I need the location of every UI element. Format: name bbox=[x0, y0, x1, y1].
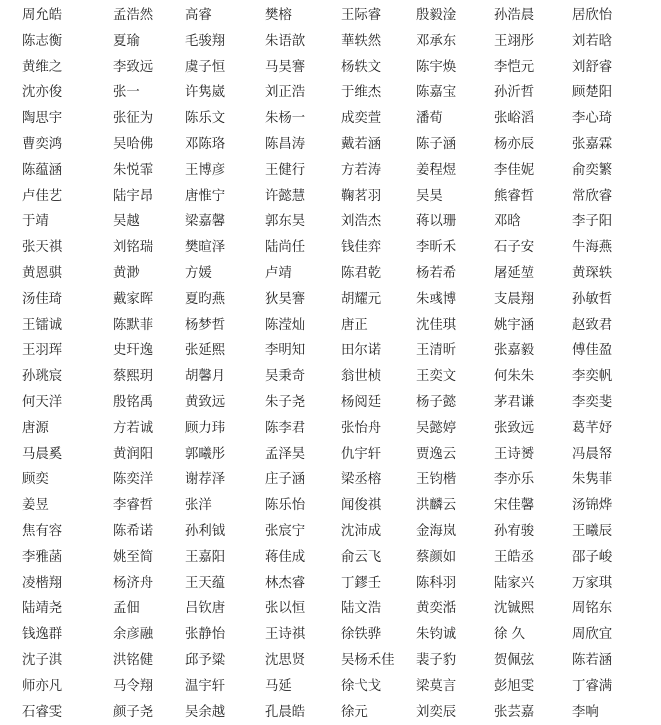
name-cell: 毛骏翔 bbox=[185, 33, 226, 49]
name-cell: 徐元 bbox=[341, 704, 368, 720]
name-cell: 丁鏐壬 bbox=[341, 575, 382, 591]
name-cell: 周允皓 bbox=[22, 8, 63, 23]
name-cell: 陆尚任 bbox=[265, 240, 306, 256]
name-cell: 華轶然 bbox=[341, 33, 382, 49]
name-cell: 常欣睿 bbox=[572, 188, 613, 204]
name-cell: 牛海燕 bbox=[572, 240, 613, 256]
name-cell: 杨亦辰 bbox=[494, 136, 535, 152]
name-cell: 师亦凡 bbox=[22, 678, 63, 694]
name-cell: 陈宇焕 bbox=[416, 59, 457, 75]
name-row bbox=[0, 442, 661, 468]
name-row bbox=[0, 467, 661, 493]
name-cell: 陈若涵 bbox=[572, 652, 613, 668]
name-cell: 虞子恒 bbox=[185, 59, 226, 75]
name-cell: 庄子涵 bbox=[265, 472, 306, 488]
name-row bbox=[0, 158, 661, 184]
name-cell: 朱杨一 bbox=[265, 111, 306, 127]
name-cell: 孙珧宸 bbox=[22, 369, 63, 385]
name-cell: 孙利钺 bbox=[185, 523, 226, 539]
name-cell: 熊睿哲 bbox=[494, 188, 535, 204]
name-cell: 顾力玮 bbox=[185, 420, 226, 436]
name-cell: 于靖 bbox=[22, 214, 49, 230]
name-cell: 沈亦俊 bbox=[22, 85, 63, 101]
name-cell: 王羽珲 bbox=[22, 343, 63, 359]
name-cell: 戴若涵 bbox=[341, 136, 382, 152]
name-cell: 田尔诺 bbox=[341, 343, 382, 359]
name-cell: 李明知 bbox=[265, 343, 306, 359]
name-cell: 陈默菲 bbox=[113, 317, 154, 333]
name-cell: 陈子涵 bbox=[416, 136, 457, 152]
name-cell: 陆宇昂 bbox=[113, 188, 154, 204]
name-cell: 张一 bbox=[113, 85, 140, 101]
name-cell: 卢靖 bbox=[265, 265, 292, 281]
name-cell: 孟佃 bbox=[113, 601, 140, 617]
name-row bbox=[0, 55, 661, 81]
name-cell: 邵子峻 bbox=[572, 549, 613, 565]
name-cell: 王博彦 bbox=[185, 162, 226, 178]
name-cell: 裴子豹 bbox=[416, 652, 457, 668]
name-cell: 丁睿满 bbox=[572, 678, 613, 694]
name-cell: 许隽崴 bbox=[185, 85, 226, 101]
name-cell: 杨梦哲 bbox=[185, 317, 226, 333]
name-row bbox=[0, 622, 661, 648]
name-cell: 曹奕鸿 bbox=[22, 136, 63, 152]
name-cell: 马令翔 bbox=[113, 678, 154, 694]
name-cell: 孟浩然 bbox=[113, 8, 154, 23]
name-cell: 顾楚阳 bbox=[572, 85, 613, 101]
name-row bbox=[0, 184, 661, 210]
name-cell: 刘若晗 bbox=[572, 33, 613, 49]
name-cell: 周铭东 bbox=[572, 601, 613, 617]
name-cell: 陆靖尧 bbox=[22, 601, 63, 617]
name-cell: 王天蕴 bbox=[185, 575, 226, 591]
name-row bbox=[0, 364, 661, 390]
name-cell: 孙沂哲 bbox=[494, 85, 535, 101]
name-cell: 朱子尧 bbox=[265, 394, 306, 410]
name-cell: 黄维之 bbox=[22, 59, 63, 75]
name-cell: 金海岚 bbox=[416, 523, 457, 539]
name-cell: 翁世桢 bbox=[341, 369, 382, 385]
name-cell: 邓承东 bbox=[416, 33, 457, 49]
name-cell: 杨若希 bbox=[416, 265, 457, 281]
name-cell: 闻俊祺 bbox=[341, 498, 382, 514]
name-cell: 王皓丞 bbox=[494, 549, 535, 565]
name-cell: 王嘉阳 bbox=[185, 549, 226, 565]
name-cell: 陈希诺 bbox=[113, 523, 154, 539]
name-cell: 张嘉霖 bbox=[572, 136, 613, 152]
name-cell: 沈子淇 bbox=[22, 652, 63, 668]
name-cell: 刘正浩 bbox=[265, 85, 306, 101]
name-cell: 鞠茗羽 bbox=[341, 188, 382, 204]
name-cell: 彭旭雯 bbox=[494, 678, 535, 694]
name-cell: 何朱朱 bbox=[494, 369, 535, 385]
name-cell: 李子阳 bbox=[572, 214, 613, 230]
name-row bbox=[0, 209, 661, 235]
name-cell: 沈铖熙 bbox=[494, 601, 535, 617]
name-cell: 方若诚 bbox=[113, 420, 154, 436]
name-cell: 潘荀 bbox=[416, 111, 443, 127]
name-cell: 杨阅廷 bbox=[341, 394, 382, 410]
name-cell: 张洋 bbox=[185, 498, 212, 514]
name-cell: 王翊彤 bbox=[494, 33, 535, 49]
name-cell: 李致远 bbox=[113, 59, 154, 75]
name-cell: 黄致远 bbox=[185, 394, 226, 410]
name-cell: 王曦辰 bbox=[572, 523, 613, 539]
name-cell: 郭东昊 bbox=[265, 214, 306, 230]
name-row bbox=[0, 596, 661, 622]
name-row bbox=[0, 648, 661, 674]
name-cell: 陈科羽 bbox=[416, 575, 457, 591]
name-cell: 梁丞榕 bbox=[341, 472, 382, 488]
name-row bbox=[0, 700, 661, 725]
name-cell: 张以恒 bbox=[265, 601, 306, 617]
name-cell: 屠延堃 bbox=[494, 265, 535, 281]
name-cell: 方媛 bbox=[185, 265, 212, 281]
name-cell: 陈君乾 bbox=[341, 265, 382, 281]
name-cell: 余彦融 bbox=[113, 627, 154, 643]
name-cell: 徐弋戈 bbox=[341, 678, 382, 694]
name-row bbox=[0, 3, 661, 29]
name-cell: 张天祺 bbox=[22, 240, 63, 256]
name-cell: 杨济舟 bbox=[113, 575, 154, 591]
name-cell: 李奕斐 bbox=[572, 394, 613, 410]
name-cell: 李睿哲 bbox=[113, 498, 154, 514]
name-cell: 吴杨禾佳 bbox=[341, 652, 395, 668]
name-cell: 陈乐文 bbox=[185, 111, 226, 127]
name-cell: 姜昱 bbox=[22, 498, 49, 514]
name-cell: 梁莫言 bbox=[416, 678, 457, 694]
name-cell: 邓晗 bbox=[494, 214, 521, 230]
name-cell: 张静怡 bbox=[185, 627, 226, 643]
name-cell: 陈奕洋 bbox=[113, 472, 154, 488]
name-cell: 颜子尧 bbox=[113, 704, 154, 720]
name-cell: 陈嘉宝 bbox=[416, 85, 457, 101]
name-cell: 唐正 bbox=[341, 317, 368, 333]
name-cell: 殷毅淦 bbox=[416, 8, 457, 23]
name-row bbox=[0, 29, 661, 55]
name-cell: 黄奕湉 bbox=[416, 601, 457, 617]
name-cell: 孙宥骏 bbox=[494, 523, 535, 539]
name-cell: 姚至简 bbox=[113, 549, 154, 565]
name-cell: 黄琛轶 bbox=[572, 265, 613, 281]
name-cell: 蔡颜如 bbox=[416, 549, 457, 565]
name-cell: 贺佩弦 bbox=[494, 652, 535, 668]
name-cell: 吴秉奇 bbox=[265, 369, 306, 385]
name-row bbox=[0, 132, 661, 158]
name-cell: 马延 bbox=[265, 678, 292, 694]
name-cell: 唐惟宁 bbox=[185, 188, 226, 204]
name-cell: 吴昊 bbox=[416, 188, 443, 204]
name-row bbox=[0, 287, 661, 313]
name-cell: 张延熙 bbox=[185, 343, 226, 359]
name-cell: 汤锦烨 bbox=[572, 498, 613, 514]
name-cell: 杨子懿 bbox=[416, 394, 457, 410]
name-cell: 李响 bbox=[572, 704, 599, 720]
name-cell: 胡馨月 bbox=[185, 369, 226, 385]
name-row bbox=[0, 261, 661, 287]
name-cell: 孙浩晨 bbox=[494, 8, 535, 23]
name-cell: 朱悦霏 bbox=[113, 162, 154, 178]
name-cell: 吴懿婷 bbox=[416, 420, 457, 436]
name-cell: 王际睿 bbox=[341, 8, 382, 23]
name-cell: 朱语歆 bbox=[265, 33, 306, 49]
name-cell: 沈思贤 bbox=[265, 652, 306, 668]
name-cell: 李恺元 bbox=[494, 59, 535, 75]
name-cell: 石子安 bbox=[494, 240, 535, 256]
name-cell: 李雅菡 bbox=[22, 549, 63, 565]
name-cell: 王镭诚 bbox=[22, 317, 63, 333]
name-cell: 傅佳盈 bbox=[572, 343, 613, 359]
name-cell: 邓陈珞 bbox=[185, 136, 226, 152]
name-cell: 邱予粱 bbox=[185, 652, 226, 668]
name-row bbox=[0, 235, 661, 261]
name-cell: 吕钦唐 bbox=[185, 601, 226, 617]
name-cell: 石睿雯 bbox=[22, 704, 63, 720]
name-cell: 朱彧博 bbox=[416, 291, 457, 307]
name-cell: 张宸宁 bbox=[265, 523, 306, 539]
name-cell: 胡耀元 bbox=[341, 291, 382, 307]
name-cell: 张芸嘉 bbox=[494, 704, 535, 720]
name-cell: 居欣怡 bbox=[572, 8, 613, 23]
name-cell: 顾奕 bbox=[22, 472, 49, 488]
name-cell: 何天洋 bbox=[22, 394, 63, 410]
name-cell: 沈沛成 bbox=[341, 523, 382, 539]
name-cell: 陆文浩 bbox=[341, 601, 382, 617]
name-cell: 支晨翔 bbox=[494, 291, 535, 307]
name-cell: 马晨奚 bbox=[22, 446, 63, 462]
name-cell: 陈昌涛 bbox=[265, 136, 306, 152]
name-cell: 洪麟云 bbox=[416, 498, 457, 514]
name-row bbox=[0, 493, 661, 519]
name-cell: 刘浩杰 bbox=[341, 214, 382, 230]
name-cell: 黄渺 bbox=[113, 265, 140, 281]
name-cell: 万家琪 bbox=[572, 575, 613, 591]
name-cell: 李佳妮 bbox=[494, 162, 535, 178]
name-row bbox=[0, 390, 661, 416]
name-cell: 陶思宇 bbox=[22, 111, 63, 127]
name-cell: 俞云飞 bbox=[341, 549, 382, 565]
name-row bbox=[0, 338, 661, 364]
name-cell: 李心琦 bbox=[572, 111, 613, 127]
name-row bbox=[0, 519, 661, 545]
name-cell: 朱隽菲 bbox=[572, 472, 613, 488]
name-cell: 刘铭瑞 bbox=[113, 240, 154, 256]
name-cell: 唐源 bbox=[22, 420, 49, 436]
name-cell: 贾逸云 bbox=[416, 446, 457, 462]
name-cell: 吴哈佛 bbox=[113, 136, 154, 152]
name-cell: 吴越 bbox=[113, 214, 140, 230]
name-cell: 马昊謇 bbox=[265, 59, 306, 75]
name-cell: 史玕逸 bbox=[113, 343, 154, 359]
name-cell: 于维杰 bbox=[341, 85, 382, 101]
name-row bbox=[0, 313, 661, 339]
name-cell: 王钧楷 bbox=[416, 472, 457, 488]
name-cell: 刘舒睿 bbox=[572, 59, 613, 75]
name-row bbox=[0, 571, 661, 597]
name-row bbox=[0, 545, 661, 571]
name-cell: 沈佳琪 bbox=[416, 317, 457, 333]
name-cell: 温宇轩 bbox=[185, 678, 226, 694]
name-cell: 陈滢灿 bbox=[265, 317, 306, 333]
name-cell: 黄恩骐 bbox=[22, 265, 63, 281]
name-cell: 樊榕 bbox=[265, 8, 292, 23]
name-cell: 陈乐怡 bbox=[265, 498, 306, 514]
name-cell: 陈志衡 bbox=[22, 33, 63, 49]
name-cell: 张峪滔 bbox=[494, 111, 535, 127]
name-cell: 王奕文 bbox=[416, 369, 457, 385]
name-cell: 夏昀燕 bbox=[185, 291, 226, 307]
name-cell: 孙敏哲 bbox=[572, 291, 613, 307]
name-cell: 李奕帆 bbox=[572, 369, 613, 385]
name-cell: 李亦乐 bbox=[494, 472, 535, 488]
name-cell: 梁嘉馨 bbox=[185, 214, 226, 230]
name-cell: 戴家晖 bbox=[113, 291, 154, 307]
name-cell: 茅君谦 bbox=[494, 394, 535, 410]
name-cell: 高睿 bbox=[185, 8, 212, 23]
name-cell: 王诗赟 bbox=[494, 446, 535, 462]
name-cell: 蒋以珊 bbox=[416, 214, 457, 230]
name-cell: 姜程煜 bbox=[416, 162, 457, 178]
name-cell: 周欣宜 bbox=[572, 627, 613, 643]
name-cell: 蒋佳成 bbox=[265, 549, 306, 565]
name-cell: 陈李君 bbox=[265, 420, 306, 436]
name-cell: 王健行 bbox=[265, 162, 306, 178]
name-cell: 夏瑜 bbox=[113, 33, 140, 49]
name-cell: 陈蕴涵 bbox=[22, 162, 63, 178]
name-row bbox=[0, 674, 661, 700]
name-cell: 汤佳琦 bbox=[22, 291, 63, 307]
name-cell: 吴余越 bbox=[185, 704, 226, 720]
name-row bbox=[0, 106, 661, 132]
name-cell: 凌楷翔 bbox=[22, 575, 63, 591]
name-cell: 郭曦彤 bbox=[185, 446, 226, 462]
name-cell: 宋佳馨 bbox=[494, 498, 535, 514]
name-row bbox=[0, 80, 661, 106]
name-cell: 谢荐泽 bbox=[185, 472, 226, 488]
name-cell: 焦有容 bbox=[22, 523, 63, 539]
name-cell: 钱佳弈 bbox=[341, 240, 382, 256]
name-cell: 俞奕繁 bbox=[572, 162, 613, 178]
name-cell: 张致远 bbox=[494, 420, 535, 436]
name-cell: 李昕禾 bbox=[416, 240, 457, 256]
name-cell: 张嘉毅 bbox=[494, 343, 535, 359]
name-cell: 孔晨皓 bbox=[265, 704, 306, 720]
name-cell: 陆家兴 bbox=[494, 575, 535, 591]
name-cell: 仇宇轩 bbox=[341, 446, 382, 462]
name-cell: 黄润阳 bbox=[113, 446, 154, 462]
name-cell: 张怡舟 bbox=[341, 420, 382, 436]
name-cell: 徐 久 bbox=[494, 627, 526, 643]
name-cell: 方若涛 bbox=[341, 162, 382, 178]
name-cell: 孟泽昊 bbox=[265, 446, 306, 462]
name-cell: 蔡熙玥 bbox=[113, 369, 154, 385]
name-cell: 张征为 bbox=[113, 111, 154, 127]
name-cell: 钱逸群 bbox=[22, 627, 63, 643]
name-cell: 林杰睿 bbox=[265, 575, 306, 591]
name-cell: 冯晨帑 bbox=[572, 446, 613, 462]
name-cell: 朱钧诚 bbox=[416, 627, 457, 643]
name-cell: 许懿慧 bbox=[265, 188, 306, 204]
name-cell: 殷铭禹 bbox=[113, 394, 154, 410]
name-cell: 葛芊妤 bbox=[572, 420, 613, 436]
name-cell: 王清昕 bbox=[416, 343, 457, 359]
name-cell: 刘奕辰 bbox=[416, 704, 457, 720]
name-cell: 徐铁骅 bbox=[341, 627, 382, 643]
name-cell: 樊暄泽 bbox=[185, 240, 226, 256]
name-cell: 王诗祺 bbox=[265, 627, 306, 643]
name-cell: 杨轶文 bbox=[341, 59, 382, 75]
name-cell: 洪铭健 bbox=[113, 652, 154, 668]
name-cell: 狄昊謇 bbox=[265, 291, 306, 307]
name-cell: 成奕萱 bbox=[341, 111, 382, 127]
name-cell: 卢佳艺 bbox=[22, 188, 63, 204]
name-cell: 赵致君 bbox=[572, 317, 613, 333]
name-cell: 姚宇涵 bbox=[494, 317, 535, 333]
name-row bbox=[0, 416, 661, 442]
